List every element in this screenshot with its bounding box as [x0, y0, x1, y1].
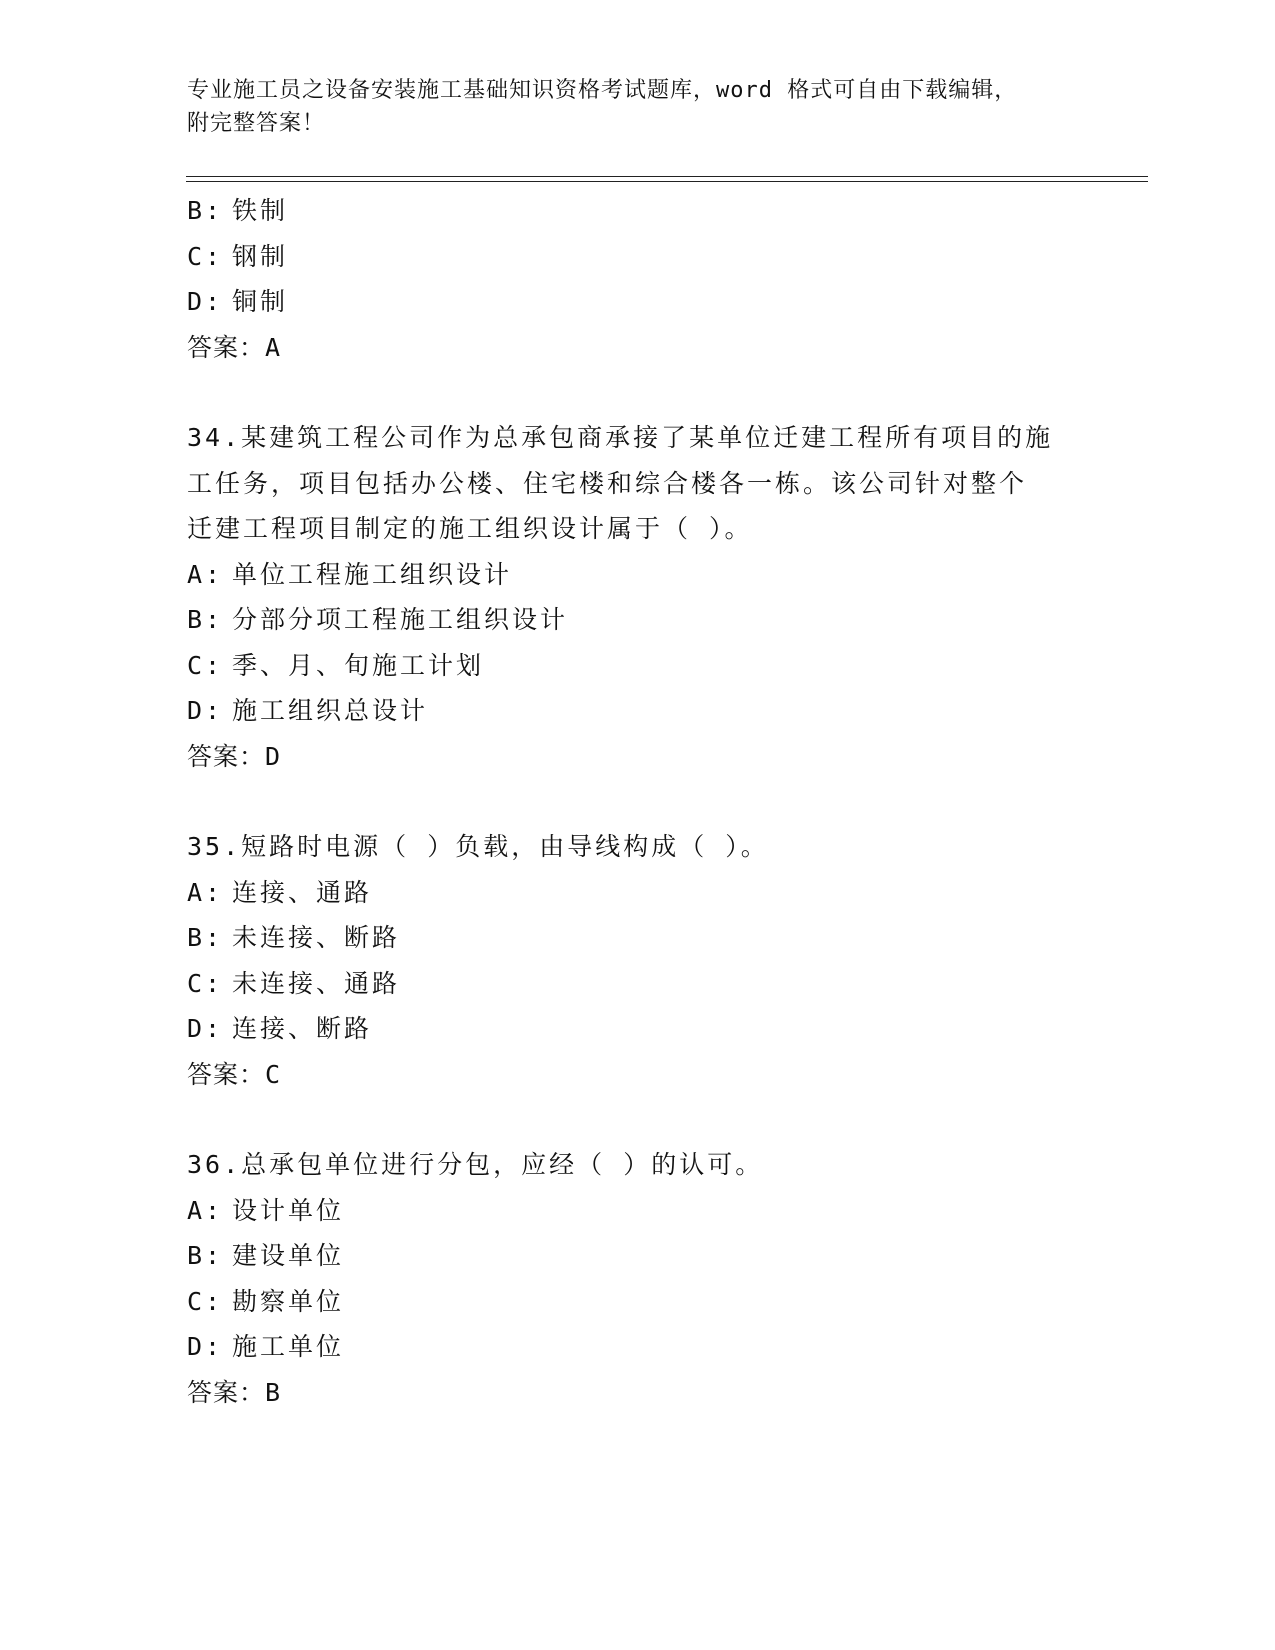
option-c [187, 234, 1087, 280]
option-text: 分部分项工程施工组织设计 [232, 605, 569, 634]
header-divider-top [186, 176, 1148, 177]
option-b [187, 915, 1087, 961]
option-text: 建设单位 [232, 1241, 345, 1270]
option-a [187, 1188, 1087, 1234]
option-key: C: [187, 1286, 224, 1316]
option-a [187, 870, 1087, 916]
option-text: 连接、断路 [232, 1014, 373, 1043]
option-b [187, 188, 1087, 234]
option-key: A: [187, 559, 224, 589]
option-text: 未连接、通路 [232, 968, 401, 998]
question-stem-line: 36.总承包单位进行分包，应经（ ）的认可。 [187, 1150, 764, 1179]
question-stem-line: 34.某建筑工程公司作为总承包商承接了某单位迁建工程所有项目的施 [187, 423, 1054, 452]
option-text: 钢制 [232, 241, 289, 271]
question-36 [187, 1142, 1087, 1415]
option-key: B: [187, 1241, 224, 1270]
question-stem-line: 工任务，项目包括办公楼、住宅楼和综合楼各一栋。该公司针对整个 [187, 468, 1028, 498]
option-c [187, 1279, 1087, 1325]
option-c [187, 961, 1087, 1007]
header-divider-bottom [186, 181, 1148, 182]
option-key: A: [187, 877, 224, 907]
option-text: 设计单位 [232, 1195, 345, 1225]
answer-line: 答案：C [187, 1059, 282, 1089]
question-list [187, 188, 1087, 1415]
option-key: C: [187, 241, 224, 271]
page-header [187, 74, 1087, 140]
question-stem-line: 迁建工程项目制定的施工组织设计属于（ ）。 [187, 514, 753, 543]
question-stem-line: 35.短路时电源（ ）负载，由导线构成（ ）。 [187, 832, 769, 861]
option-text: 施工单位 [232, 1332, 345, 1361]
option-d [187, 1324, 1087, 1370]
spacer [187, 779, 1087, 824]
option-text: 连接、通路 [232, 877, 373, 907]
option-key: B: [187, 196, 224, 225]
question-35 [187, 824, 1087, 1097]
option-c [187, 643, 1087, 689]
option-key: B: [187, 605, 224, 634]
option-key: C: [187, 650, 224, 680]
answer-line: 答案：B [187, 1377, 282, 1407]
option-text: 施工组织总设计 [232, 696, 429, 725]
answer-line: 答案：A [187, 332, 282, 362]
option-text: 勘察单位 [232, 1286, 345, 1316]
option-key: D: [187, 1014, 224, 1043]
option-key: A: [187, 1195, 224, 1225]
option-b [187, 597, 1087, 643]
option-key: D: [187, 1332, 224, 1361]
option-d [187, 1006, 1087, 1052]
option-text: 季、月、旬施工计划 [232, 650, 485, 680]
option-text: 单位工程施工组织设计 [232, 559, 513, 589]
option-d [187, 279, 1087, 325]
option-text: 未连接、断路 [232, 923, 401, 952]
option-text: 铜制 [232, 287, 289, 316]
header-line-2: 附完整答案！ [187, 111, 326, 136]
option-key: D: [187, 287, 224, 316]
option-d [187, 688, 1087, 734]
option-key: C: [187, 968, 224, 998]
question-34 [187, 415, 1087, 779]
option-key: D: [187, 696, 224, 725]
question-33-tail [187, 188, 1087, 370]
option-key: B: [187, 923, 224, 952]
spacer [187, 1097, 1087, 1142]
option-text: 铁制 [232, 196, 289, 225]
spacer [187, 370, 1087, 415]
answer-line: 答案：D [187, 741, 282, 771]
header-line-1: 专业施工员之设备安装施工基础知识资格考试题库，word 格式可自由下载编辑， [187, 78, 1018, 103]
option-b [187, 1233, 1087, 1279]
option-a [187, 552, 1087, 598]
